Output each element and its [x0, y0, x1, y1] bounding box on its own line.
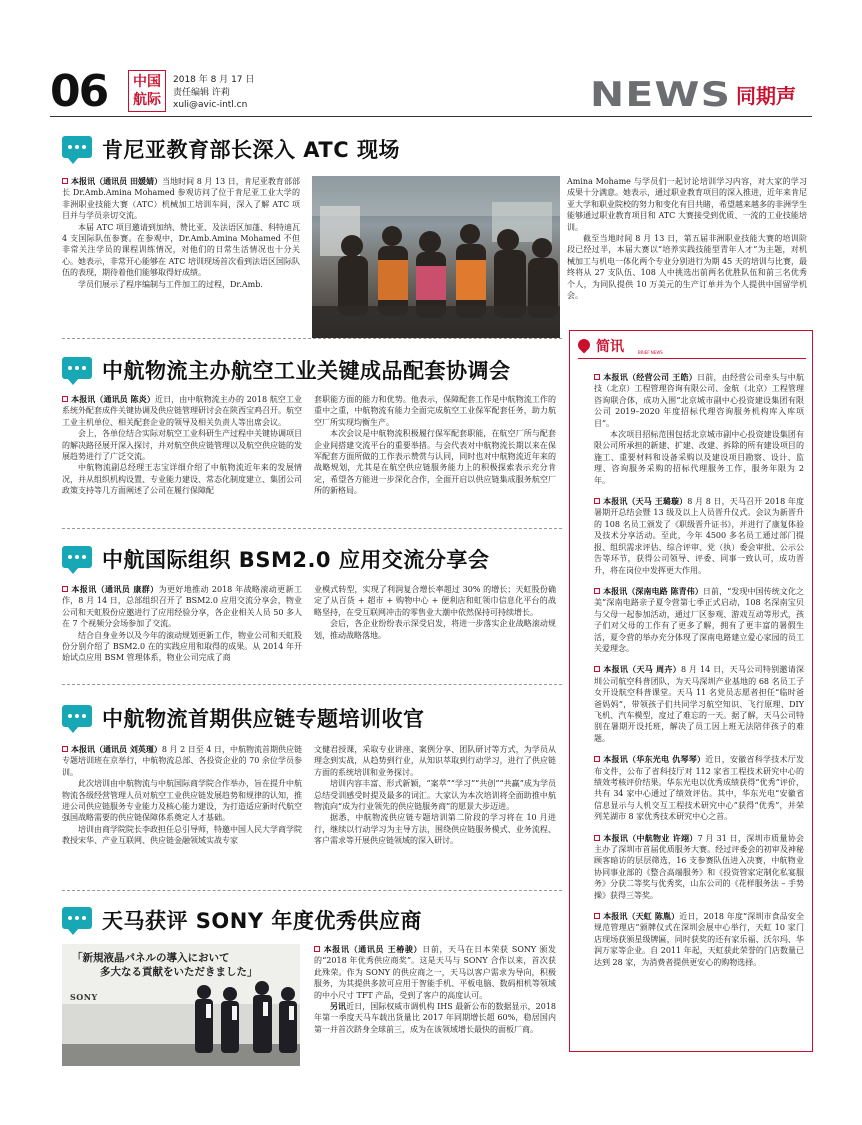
byline-bullet-icon — [594, 756, 600, 762]
article1-para: 本届 ATC 项目邀请到加纳、赞比亚、及法语区加蓬、科特迪瓦 4 支国际队伍参赛。在参观中，Dr.Amb.Amina Mohamed 不但非常关注学员的课程训练情况，对他们的日常生活情况也十分关心。她表示，非常开心能够在 ATC 培训现场首次看到法语区国际队伍的表现，期待着他们能够取得好成绩。 — [62, 222, 300, 278]
brief-item — [594, 833, 804, 901]
brief-text: 日前，由经营公司牵头与中航技（北京）工程管理咨询有限公司、金航（北京）工程管理咨询联合体，成功入围“北京城市副中心投资建设集团有限公司 2019–2020 年度招标代理咨询服务机构库入库项目”。 — [594, 373, 804, 428]
brief-item — [594, 664, 804, 744]
headline-chat-icon — [62, 357, 92, 379]
article3-para: 为更好地推动 2018 年战略滚动更新工作，8 月 14 日，总部组织召开了 BSM2.0 应用交流分享会，物业公司和天虹股份应邀进行了应用经验分享，各企业相关人员 50 多人在 7 个视频分会场参加了交流。 — [62, 585, 302, 629]
banner-line1: 「新規液晶パネルの導入において — [72, 952, 230, 964]
brief-item — [594, 911, 804, 968]
briefs-subtitle: BRIEF NEWS — [638, 350, 663, 355]
article1-para: Amina Mohame 与学员们一起讨论培训学习内容，对大家的学习成果十分满意。她表示，通过职业教育项目的深入推进，近年来肯尼亚大学和职业院校的努力和变化有目共睹，希望越来越多的非洲学生能够通过职业教育项目和 ATC 大赛接受到优质、一流的工业技能培训。 — [567, 177, 807, 232]
article1-para: 当地时间 8 月 13 日，肯尼亚教育部部长 Dr.Amb.Amina Mohamed 参观访问了位于肯尼亚工业大学的非洲职业技能大赛（ATC）机械加工培训车间，深入了解 ATC 项目并与学员亲切交流。 — [62, 177, 300, 221]
article3-col1 — [62, 584, 302, 664]
article5-byline: 本报讯（通讯员 王椿骏） — [323, 945, 423, 954]
article3-col2 — [314, 584, 556, 641]
brief-byline: 本报讯（经营公司 王皓） — [603, 373, 698, 382]
article5-text — [314, 944, 556, 1035]
divider — [62, 338, 562, 339]
news-brand: NEWS — [590, 75, 732, 115]
headline-chat-icon — [62, 705, 92, 727]
byline-bullet-icon — [62, 178, 68, 184]
byline-bullet-icon — [594, 588, 600, 594]
sony-logo: SONY — [70, 992, 98, 1002]
article4-col1 — [62, 744, 302, 847]
brief-text: 7 月 31 日，深圳市质量协会主办了深圳市首届优质服务大赛。经过评委会的初审及神秘顾客暗访的层层筛选，16 支参赛队伍进入决赛，中航物业协同事业部的《整合高端服务》和《投资管家定制化私宴服务》分获二等奖与优秀奖，山东公司的《花样服务法 – 手势操》获得三等奖。 — [594, 833, 804, 900]
article2-para: 会上，各单位结合实际对航空工业科研生产过程中关键协调项目的解决路径展开深入探讨，并对航空供应链管理以及航空供应链的发展趋势进行了广泛交流。 — [62, 429, 302, 462]
headline-chat-icon — [62, 136, 92, 158]
brief-item — [594, 372, 804, 486]
article3-para: 会后，各企业纷纷表示深受启发，将进一步落实企业战略滚动规划，推动战略落地。 — [314, 619, 556, 640]
byline-bullet-icon — [62, 396, 68, 402]
brief-text: 近日，安徽省科学技术厅发布文件，公布了省科技厅对 112 家省工程技术研究中心的绩效考核评价结果。华东光电以优秀成绩获得“优秀”评价，共有 34 家中心通过了绩效评估。其中，华东光电“安徽省信息显示与人机交互工程技术研究中心”获得“优秀”，并荣列芜湖市 8 家优秀技术研究中心之首。 — [594, 755, 804, 822]
article4-para: 文健君授课，采取专业讲座、案例分享、团队研讨等方式，为学员从理念到实战，从趋势到行业，从知识萃取到行动学习，进行了供应链方面的系统培训和业务探讨。 — [314, 745, 556, 777]
page-number: 06 — [50, 66, 108, 117]
headline-chat-icon — [62, 907, 92, 929]
brief-byline: 本报讯（华东光电 仇琴琴） — [603, 755, 706, 765]
byline-bullet-icon — [594, 666, 600, 672]
byline-bullet-icon — [594, 374, 600, 380]
divider — [62, 528, 562, 529]
article1-title: 肯尼亚教育部长深入 ATC 现场 — [102, 138, 400, 162]
article2-col1 — [62, 394, 302, 497]
article4-para: 培训由商学院院长李政担任总引导师，特邀中国人民大学商学院教授宋华、产业互联网、供应链金融领域实战专家 — [62, 824, 302, 846]
brief-byline: 本报讯（天马 周卉） — [603, 665, 681, 675]
article3-para: 结合自身业务以及今年的滚动规划更新工作，物业公司和天虹股份分别介绍了 BSM2.0 在的实践应用和取得的成果。从 2014 年开始试点应用 BSM 管理体系，物业公司完成了商 — [62, 630, 302, 663]
section-name: 同期声 — [736, 84, 796, 108]
brief-text: 本次项目招标范围包括北京城市副中心投资建设集团有限公司所承担的新建、扩建、改建、拆除的所有建设项目的施工、重要材料和设备采购以及建设项目勘察、设计、监理、咨询服务采购的招标代理服务工作，服务年限为 2 年。 — [594, 430, 804, 485]
article5-para: 近日，国际权威市调机构 IHS 最新公布的数据显示，2018 年第一季度天马车载出货量比 2017 年同期增长超 60%，稳居国内第一并首次跻身全球前三，成为在该领域增长最快的面板厂商。 — [314, 1002, 557, 1034]
byline-bullet-icon — [594, 835, 600, 841]
byline-bullet-icon — [62, 586, 68, 592]
article3-title: 中航国际组织 BSM2.0 应用交流分享会 — [102, 548, 490, 572]
divider — [62, 890, 562, 891]
article5-title: 天马获评 SONY 年度优秀供应商 — [102, 909, 422, 933]
brief-byline: 本报讯（天虹 陈胤） — [603, 912, 680, 922]
brief-item — [594, 586, 804, 654]
article4-title: 中航物流首期供应链专题培训收官 — [102, 707, 425, 731]
article4-para: 培训内容丰富、形式新颖，“案萃”“学习”“共创”“共赢”成为学员总结受训感受时提及最多的词汇。大家认为本次培训将全面助推中航物流向“成为行业领先的供应链服务商”的愿景大步迈进。 — [314, 779, 556, 812]
byline-bullet-icon — [594, 913, 600, 919]
briefs-list — [594, 372, 804, 972]
briefs-rule — [578, 358, 806, 359]
brief-text: 8 月 14 日，天马公司特别邀请深圳公司航空科普团队，为天马深圳产业基地的 68 名员工子女开设航空科普课堂。天马 11 名党员志愿者担任“临时爸爸妈妈”，带领孩子们共同学习航空知识、飞行原理、DIY 飞机、汽车模型，度过了难忘的一天。据了解，天马公司特别在暑期开设托班，解决了员工因上班无法陪伴孩子的难题。 — [594, 665, 804, 743]
article2-para: 中航物流副总经理王志宝详细介绍了中航物流近年来的发展情况，并从组织机构设置、专业能力建设、常态化制度建立、集团公司政策支持等几方面阐述了公司在履行保障配 — [62, 463, 302, 496]
article2-title: 中航物流主办航空工业关键成品配套协调会 — [102, 359, 511, 383]
article2-para: 套职能方面的能力和优势。他表示，保障配套工作是中航物流工作的重中之重，中航物流有能力全面完成航空工业保军配套任务，助力航空厂所实现均衡生产。 — [314, 395, 556, 427]
issue-info — [173, 74, 254, 112]
header-rule — [50, 116, 812, 117]
brief-text: 日前，“发现中国传统文化之美”深南电路亲子夏令营第七季正式启动，108 名深南宝贝与父母一起参加活动，通过厂区参观、游戏互动等形式，孩子们对父母的工作有了更多了解，拥有了更丰富的暑假生活，夏令营的举办充分体现了深南电路建立爱心家园的员工关爱理念。 — [594, 586, 804, 653]
brief-text: 近日，2018 年度“深圳市食品安全规范管理店”颁牌仪式在深圳会展中心举行，天虹 10 家门店现场获颁星级牌匾，同时获奖的还有家乐福、沃尔玛、华润万家等企业。自 2011 年起，天虹获此荣誉的门店数量已达到 28 家，为消费者提供更安心的购物选择。 — [594, 912, 804, 967]
article2-para: 近日，由中航物流主办的 2018 航空工业系统外配套成件关键协调及供应链管理研讨会在陕西宝鸡召开。航空工业主机单位、相关配套企业的领导及相关负责人等出席会议。 — [62, 395, 302, 427]
article5-extra-label: 另讯 — [330, 1002, 347, 1012]
brief-byline: 本报讯（深南电路 陈青伟） — [603, 586, 703, 596]
brief-byline: 本报讯（天马 王璐璇） — [603, 497, 688, 507]
byline-bullet-icon — [62, 746, 68, 752]
issue-date: 2018 年 8 月 17 日 — [173, 75, 255, 85]
logo-top-text: 中国 — [133, 74, 161, 90]
byline-bullet-icon — [594, 498, 600, 504]
article1-col2 — [567, 176, 807, 301]
article1-byline: 本报讯（通讯员 田媛婧） — [71, 177, 163, 186]
brief-item — [594, 496, 804, 576]
brief-item — [594, 754, 804, 822]
issue-editor: 责任编辑 许莉 — [173, 87, 230, 98]
article4-para: 此次培训由中航物流与中航国际商学院合作举办，旨在提升中航物流各级经营管理人员对航空工业供应链发展趋势和规律的认知，推进公司供应链服务专业能力及核心能力建设，为打造适应新时代航空强国战略需要的供应链保障体系奠定人才基础。 — [62, 779, 302, 823]
editor-email[interactable]: xuli@avic-intl.cn — [173, 100, 248, 110]
brief-byline: 本报讯（中航物业 许翊） — [603, 833, 698, 843]
article3-para: 业模式转型，实现了利润复合增长率超过 30% 的增长；天虹股份确定了从百货 + 超市 + 购物中心 + 便利店和虹领巾信息化平台的战略坚持，在受互联网冲击的零售业大潮中依然保持可持续增长。 — [314, 585, 556, 617]
article1-para: 学员们展示了程序编制与工件加工的过程，Dr.Amb. — [78, 279, 263, 289]
article3-byline: 本报讯（通讯员 康群） — [71, 585, 159, 594]
article1-col1 — [62, 176, 300, 290]
brief-text: 8 月 8 日，天马召开 2018 年度暑期开总结会暨 13 级及以上人员晋升仪式。会议为新晋升的 108 名员工颁发了《职级晋升证书》，并进行了康复体验及技术分享活动。至此，今年 4500 多名员工通过部门提报、组织需求评估、综合评审、党（执）委会审批、公示公告等环节，获得公司领导、评委、同事一致认可，成功晋升，将在岗位中发挥更大作用。 — [594, 497, 804, 575]
banner-line2: 多大なる貢献をいただきました」 — [100, 966, 258, 978]
headline-chat-icon — [62, 546, 92, 568]
article5-photo — [62, 944, 300, 1066]
masthead-logo — [128, 70, 166, 112]
article4-byline: 本报讯（通讯员 刘英瑾） — [71, 745, 162, 754]
article1-para: 截至当地时间 8 月 13 日，第五届非洲职业技能大赛的培训阶段已经过半，本届大赛以“培养实践技能型青年人才”为主题，对机械加工与机电一体化两个专业分别进行为期 45 天的培训与比赛，最终将从 27 支队伍、108 人中挑选出前两名优胜队伍和前三名优秀个人，为同队提供 10 万美元的生产订单并为个人提供中国留学机会。 — [567, 234, 807, 301]
article4-para: 8 月 2 日至 4 日，中航物流首期供应链专题培训班在京举行，中航物流总部、各投资企业的 70 余位学员参训。 — [62, 745, 303, 777]
article1-photo — [312, 176, 560, 338]
article2-col2 — [314, 394, 556, 497]
divider — [62, 684, 562, 685]
byline-bullet-icon — [314, 946, 320, 952]
article4-para: 据悉，中航物流供应链专题培训第二阶段的学习将在 10 月进行，继续以行动学习为主导方法，围绕供应链服务模式、业务流程、客户需求等开展供应链领域的深入研讨。 — [314, 813, 556, 846]
article2-para: 本次会议是中航物流积极履行保军配套职能，在航空厂所与配套企业间搭建交流平台的重要举措。与会代表对中航物流长期以来在保军配套方面所做的工作表示赞赏与认同，同时也对中航物流近年来的战略规划，尤其是在航空供应链服务能力上的积极探索表示充分肯定，希望各方能进一步深化合作，全面开启以供应链集成服务航空厂所的新格局。 — [314, 429, 556, 496]
article4-col2 — [314, 744, 556, 847]
briefs-title: 简讯 — [596, 339, 624, 355]
article5-para: 日前，天马在日本荣获 SONY 颁发的“2018 年优秀供应商奖”。这是天马与 SONY 合作以来，首次获此殊荣。作为 SONY 的供应商之一，天马以客户需求为导向，积极服务，为其提供多款可应用于智能手机、平板电脑、数码相机等领域的中小尺寸 TFT 产品，受到了客户的高度认可。 — [314, 945, 556, 1000]
article2-byline: 本报讯（通讯员 陈炎） — [71, 395, 155, 404]
logo-bottom-text: 航际 — [133, 92, 161, 108]
